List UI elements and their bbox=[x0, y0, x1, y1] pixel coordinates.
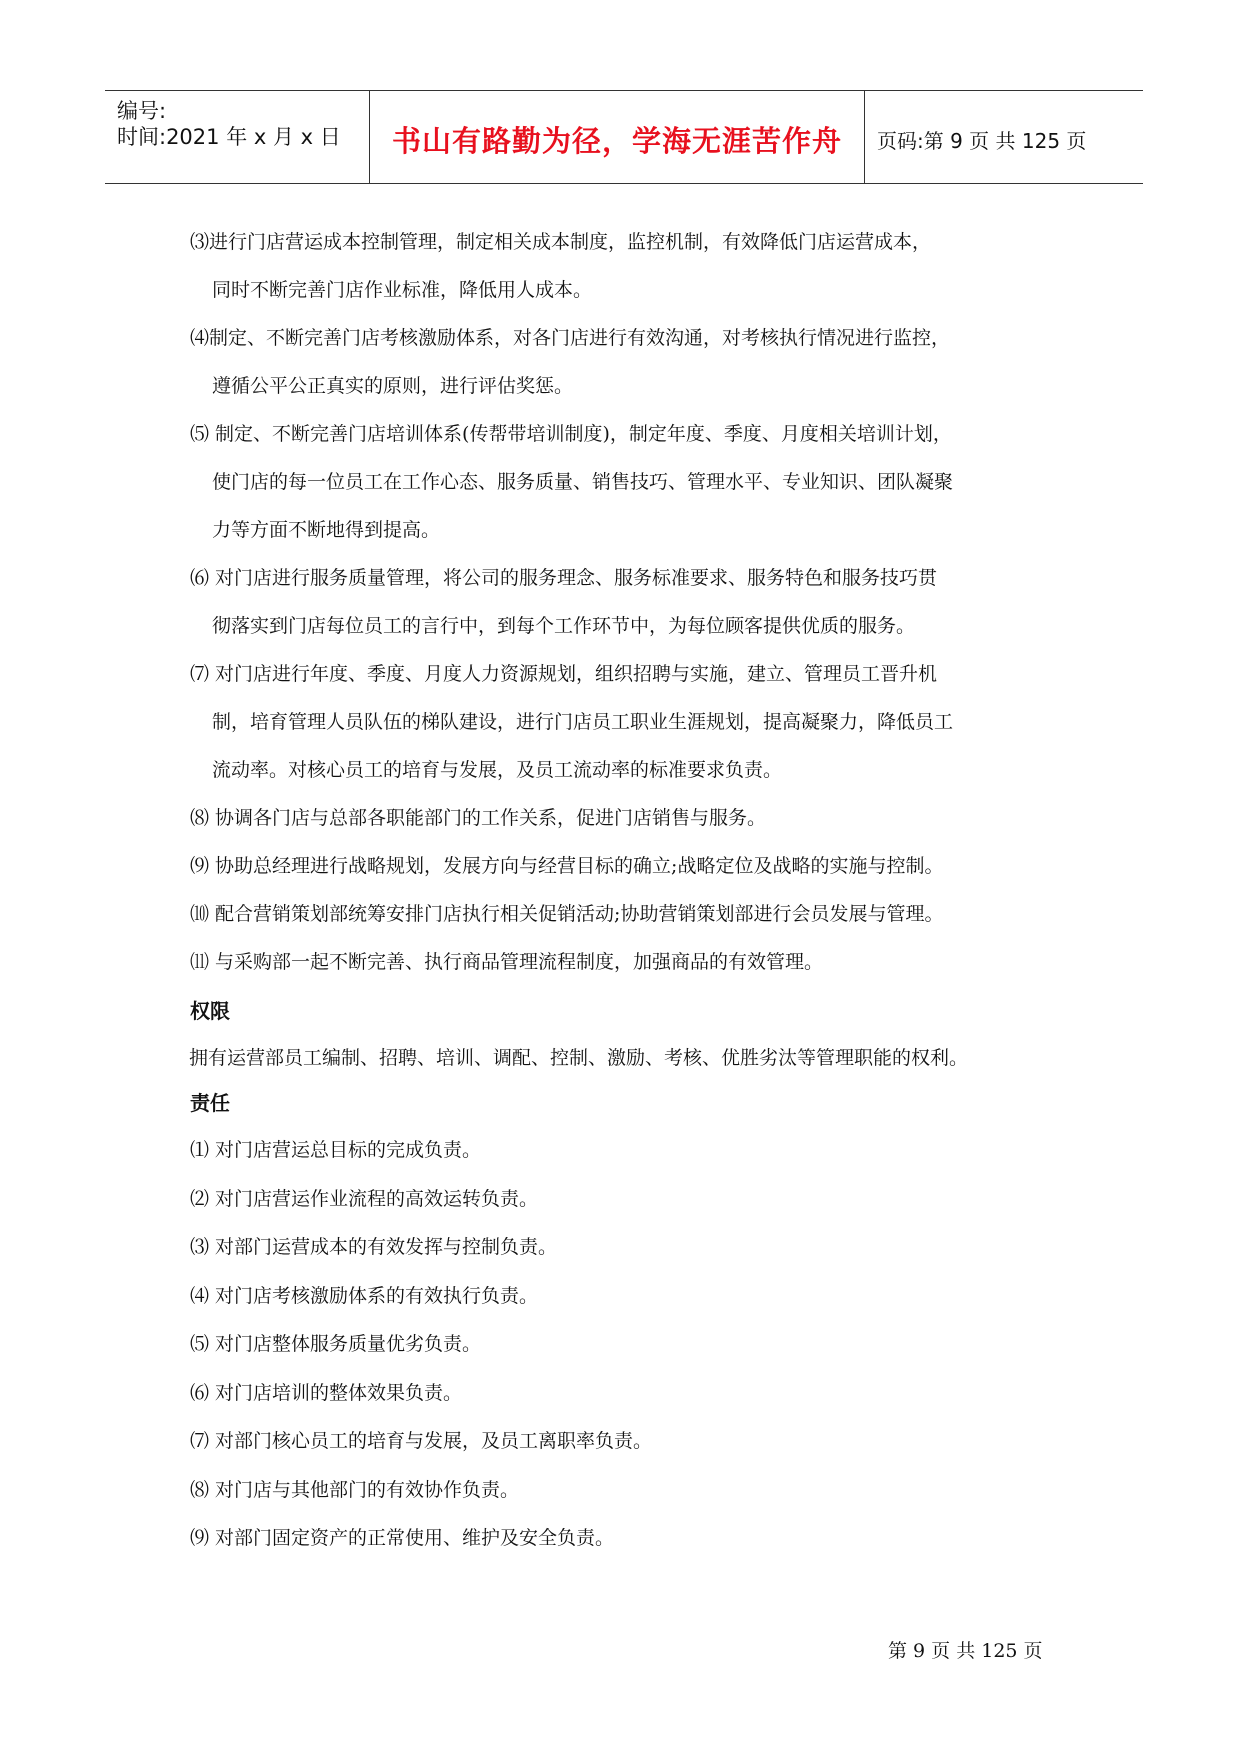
responsibility-item: ⑺ 对部门核心员工的培育与发展，及员工离职率负责。 bbox=[190, 1430, 653, 1452]
duty-line: ⑻ 协调各门店与总部各职能部门的工作关系，促进门店销售与服务。 bbox=[190, 807, 767, 829]
duty-line: 遵循公平公正真实的原则，进行评估奖惩。 bbox=[212, 375, 574, 397]
responsibility-item: ⑷ 对门店考核激励体系的有效执行负责。 bbox=[190, 1284, 539, 1307]
document-body bbox=[190, 218, 1070, 1563]
duty-line: ⑷制定、不断完善门店考核激励体系，对各门店进行有效沟通，对考核执行情况进行监控， bbox=[190, 327, 951, 349]
duty-item bbox=[190, 842, 1070, 890]
responsibility-item: ⑶ 对部门运营成本的有效发挥与控制负责。 bbox=[190, 1236, 558, 1258]
header-motto: 书山有路勤为径，学海无涯苦作舟 bbox=[391, 124, 842, 158]
responsibility-item: ⑼ 对部门固定资产的正常使用、维护及安全负责。 bbox=[190, 1527, 615, 1549]
page-footer: 第 9 页 共 125 页 bbox=[888, 1640, 1043, 1662]
authority-heading: 权限 bbox=[190, 999, 230, 1023]
authority-text: 拥有运营部员工编制、招聘、培训、调配、控制、激励、考核、优胜劣汰等管理职能的权利。 bbox=[189, 1047, 969, 1069]
duty-line: ⑶进行门店营运成本控制管理，制定相关成本制度，监控机制，有效降低门店运营成本， bbox=[190, 231, 932, 253]
duty-line: ⑺ 对门店进行年度、季度、月度人力资源规划，组织招聘与实施，建立、管理员工晋升机 bbox=[190, 663, 938, 685]
responsibility-heading: 责任 bbox=[190, 1091, 230, 1115]
duty-item bbox=[190, 650, 1070, 794]
duty-line: 力等方面不断地得到提高。 bbox=[212, 519, 441, 541]
duties-list bbox=[190, 218, 1070, 986]
responsibility-item: ⑻ 对门店与其他部门的有效协作负责。 bbox=[190, 1478, 520, 1501]
duty-line: 同时不断完善门店作业标准，降低用人成本。 bbox=[212, 279, 593, 301]
duty-line: ⑼ 协助总经理进行战略规划，发展方向与经营目标的确立;战略定位及战略的实施与控制。 bbox=[190, 855, 944, 877]
duty-line: 流动率。对核心员工的培育与发展，及员工流动率的标准要求负责。 bbox=[212, 759, 783, 781]
responsibility-item: ⑵ 对门店营运作业流程的高效运转负责。 bbox=[190, 1187, 539, 1210]
header-page-info: 页码:第 9 页 共 125 页 bbox=[877, 129, 1087, 153]
duty-item bbox=[190, 554, 1070, 650]
duty-line: 彻落实到门店每位员工的言行中，到每个工作环节中，为每位顾客提供优质的服务。 bbox=[212, 615, 916, 637]
responsibility-item: ⑸ 对门店整体服务质量优劣负责。 bbox=[190, 1333, 482, 1355]
duty-line: ⑸ 制定、不断完善门店培训体系(传帮带培训制度)，制定年度、季度、月度相关培训计划， bbox=[190, 423, 952, 445]
duty-line: 制，培育管理人员队伍的梯队建设，进行门店员工职业生涯规划，提高凝聚力，降低员工 bbox=[212, 711, 954, 733]
duty-item bbox=[190, 938, 1070, 986]
header-left-cell bbox=[105, 91, 370, 183]
responsibility-list bbox=[190, 1126, 1070, 1563]
duty-line: ⑽ 配合营销策划部统筹安排门店执行相关促销活动;协助营销策划部进行会员发展与管理。 bbox=[190, 903, 944, 925]
header-center-cell bbox=[370, 91, 865, 183]
time-label: 时间:2021 年 x 月 x 日 bbox=[117, 125, 341, 149]
header-right-cell bbox=[865, 91, 1143, 183]
duty-line: ⑹ 对门店进行服务质量管理，将公司的服务理念、服务标准要求、服务特色和服务技巧贯 bbox=[190, 567, 938, 589]
serial-label: 编号: bbox=[117, 99, 167, 123]
duty-line: 使门店的每一位员工在工作心态、服务质量、销售技巧、管理水平、专业知识、团队凝聚 bbox=[212, 471, 954, 493]
duty-item bbox=[190, 794, 1070, 842]
page-header bbox=[105, 90, 1143, 184]
duty-item bbox=[190, 410, 1070, 554]
duty-item bbox=[190, 314, 1070, 410]
duty-item bbox=[190, 890, 1070, 938]
responsibility-item: ⑴ 对门店营运总目标的完成负责。 bbox=[190, 1139, 482, 1161]
duty-item bbox=[190, 218, 1070, 314]
responsibility-item: ⑹ 对门店培训的整体效果负责。 bbox=[190, 1381, 463, 1404]
duty-line: ⑾ 与采购部一起不断完善、执行商品管理流程制度，加强商品的有效管理。 bbox=[190, 951, 824, 973]
